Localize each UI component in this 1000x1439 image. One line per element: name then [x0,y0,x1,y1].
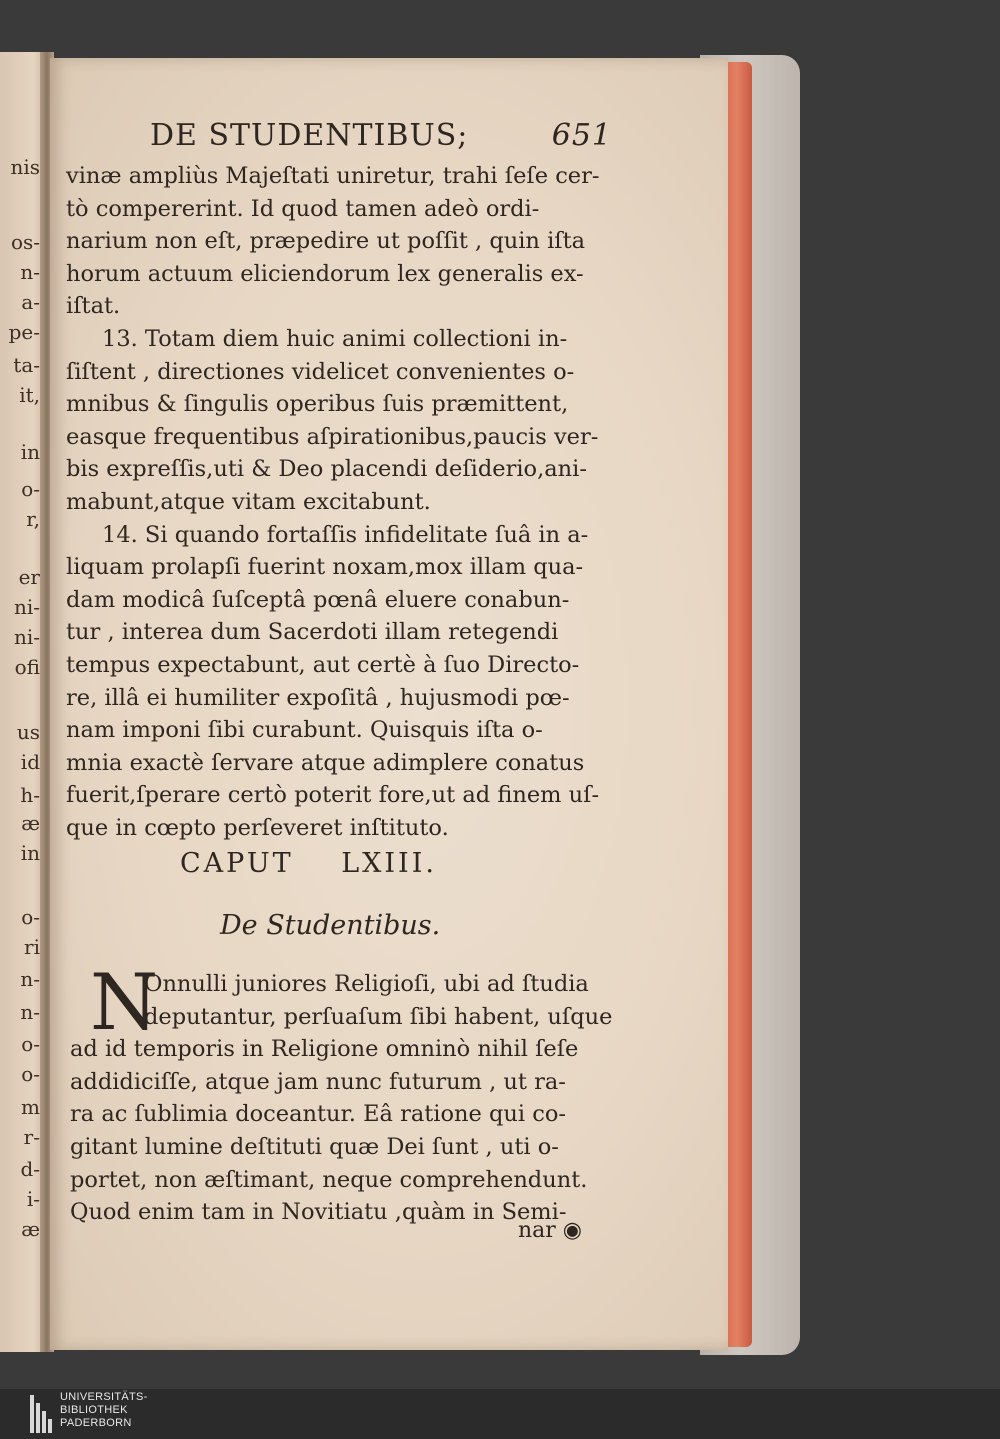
text-line: mabunt,atque vitam excitabunt. [66,488,431,515]
left-margin-fragment: r- [23,1125,40,1149]
left-margin-fragment: d- [20,1157,40,1181]
text-line: tò compererint. Id quod tamen adeò ordi- [66,195,540,222]
left-margin-fragment: os- [10,230,40,254]
left-margin-fragment: in [20,440,40,464]
left-margin-fragment: n- [20,1000,40,1024]
left-margin-fragment: nis [10,155,40,179]
left-margin-fragment: ni- [13,625,40,649]
drop-capital: N [90,958,159,1048]
library-name-line-3: PADERBORN [60,1417,132,1429]
text-line: bis expreſſis,uti & Deo placendi deſiderio,ani- [66,456,587,483]
text-line: mnibus & ſingulis operibus ſuis præmittent, [66,391,569,418]
chapter-text [70,968,613,1229]
left-margin-fragment: æ [21,811,40,835]
left-margin-fragment: m [21,1095,40,1119]
caput-label: CAPUT [180,848,294,879]
text-line: dam modicâ ſuſceptâ pœnâ eluere conabun- [66,586,570,613]
left-margin-fragment: h- [20,783,40,807]
text-line: ad id temporis in Religione omninò nihil ſeſe [70,1036,579,1063]
text-line: narium non eſt, præpedire ut poſſit , quin iſta [66,228,586,255]
text-line: deputantur, perſuaſum ſibi habent, uſque [144,1003,613,1030]
chapter-title: De Studentibus. [220,910,441,941]
page-number: 651 [551,118,612,153]
left-margin-fragment: n- [20,967,40,991]
left-margin-fragment: er [18,565,40,589]
text-line: liquam prolapſi fuerint noxam,mox illam qua- [66,554,584,581]
left-margin-fragment: us [16,720,40,744]
text-line: tur , interea dum Sacerdoti illam retegendi [66,619,559,646]
left-margin-fragment: i- [26,1187,40,1211]
right-page [50,58,728,1350]
library-footer [0,1389,1000,1439]
text-line: ſiſtent , directiones videlicet convenientes o- [66,358,575,385]
chapter-numeral: LXIII. [341,848,437,879]
left-margin-fragment: it, [19,383,40,407]
left-margin-fragment: id [20,750,40,774]
left-margin-fragment: o- [21,1062,40,1086]
left-margin-fragment: n- [20,260,40,284]
library-name-line-2: BIBLIOTHEK [60,1404,128,1416]
left-margin-fragment: o- [21,1032,40,1056]
text-line: addidiciſſe, atque jam nunc futurum , ut ra- [70,1068,566,1095]
left-margin-fragment: o- [21,905,40,929]
text-line: Onnulli juniores Religioſi, ubi ad ſtudia [144,971,589,997]
chapter-heading [180,848,500,892]
left-margin-fragment: o- [21,477,40,501]
text-line: horum actuum eliciendorum lex generalis ex- [66,260,584,287]
left-margin-fragment: ri [24,935,40,959]
running-header [150,118,610,158]
left-margin-fragment: a- [21,290,40,314]
left-margin-fragment: æ [21,1217,40,1241]
text-line: iſtat. [66,293,121,320]
text-line: 13. Totam diem huic animi collectioni in- [102,325,568,352]
left-margin-fragment: ta- [13,353,40,377]
text-line: portet, non æſtimant, neque comprehendunt. [70,1166,588,1193]
library-logo-icon [30,1395,52,1433]
text-line: mnia exactè ſervare atque adimplere conatus [66,749,585,776]
left-margin-fragment: pe- [8,320,40,344]
library-name-line-1: UNIVERSITÄTS- [60,1391,148,1403]
text-line: vinæ ampliùs Majeſtati uniretur, trahi ſeſe cer- [66,163,600,189]
library-name [60,1391,148,1430]
text-line: re, illâ ei humiliter expoſitâ , hujusmodi pœ- [66,684,570,711]
left-margin-fragment: ni- [13,595,40,619]
text-line: easque frequentibus aſpirationibus,paucis ver- [66,423,599,450]
text-line: Quod enim tam in Novitiatu ,quàm in Semi- [70,1199,567,1226]
running-title: DE STUDENTIBUS; [150,118,469,153]
text-line: 14. Si quando fortaſſis infidelitate ſuâ in a- [102,521,589,548]
catchword: nar ◉ [518,1218,582,1243]
left-margin-fragment: ofi [14,655,40,679]
left-margin-fragment: r, [26,507,40,531]
left-margin-fragment: in [20,841,40,865]
text-line: tempus expectabunt, aut certè à ſuo Directo- [66,651,580,678]
text-line: ra ac ſublimia doceantur. Eâ ratione qui co- [70,1101,566,1128]
paragraph-text [66,160,600,844]
text-line: fuerit,ſperare certò poterit fore,ut ad finem uſ- [66,782,600,809]
text-line: nam imponi ſibi curabunt. Quisquis iſta o- [66,717,543,744]
text-line: que in cœpto perſeveret inſtituto. [66,814,449,841]
text-line: gitant lumine deſtituti quæ Dei ſunt , uti o- [70,1133,559,1160]
